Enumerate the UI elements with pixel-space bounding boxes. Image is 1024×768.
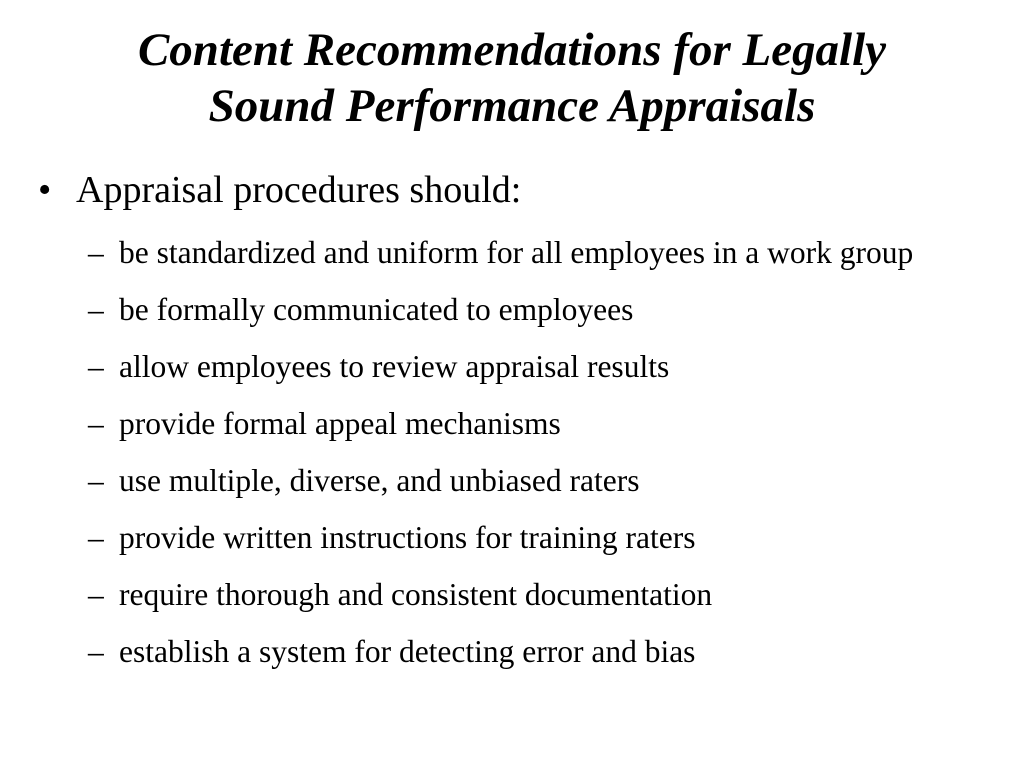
sub-bullet-list: [88, 230, 978, 686]
sub-bullet-item: [88, 458, 978, 504]
sub-bullet-item: [88, 287, 978, 333]
sub-bullet-text: establish a system for detecting error and bias: [119, 634, 696, 669]
sub-bullet-text: provide written instructions for training raters: [119, 520, 696, 555]
sub-bullet-text: allow employees to review appraisal results: [119, 349, 670, 384]
sub-bullet-text: provide formal appeal mechanisms: [119, 406, 561, 441]
title-line-2: Sound Performance Appraisals: [208, 80, 816, 132]
sub-bullet-item: [88, 401, 978, 447]
sub-bullet-item: [88, 572, 978, 618]
dash-marker: –: [88, 463, 104, 498]
dash-marker: –: [88, 520, 104, 555]
sub-bullet-item: [88, 344, 978, 390]
sub-bullet-item: [88, 629, 978, 675]
dash-marker: –: [88, 292, 104, 327]
dash-marker: –: [88, 349, 104, 384]
sub-bullet-text: be formally communicated to employees: [119, 292, 634, 327]
bullet-marker: •: [38, 169, 52, 211]
slide-title: [20, 22, 1004, 134]
sub-bullet-text: use multiple, diverse, and unbiased raters: [119, 463, 640, 498]
title-line-1: Content Recommendations for Legally: [137, 24, 887, 76]
dash-marker: –: [88, 634, 104, 669]
main-bullet: [38, 160, 521, 220]
sub-bullet-text: be standardized and uniform for all employees in a work group: [119, 235, 914, 270]
dash-marker: –: [88, 406, 104, 441]
sub-bullet-item: [88, 515, 978, 561]
main-bullet-text: Appraisal procedures should:: [76, 169, 522, 211]
sub-bullet-text: require thorough and consistent documentation: [119, 577, 713, 612]
sub-bullet-item: [88, 230, 978, 276]
dash-marker: –: [88, 577, 104, 612]
dash-marker: –: [88, 235, 104, 270]
